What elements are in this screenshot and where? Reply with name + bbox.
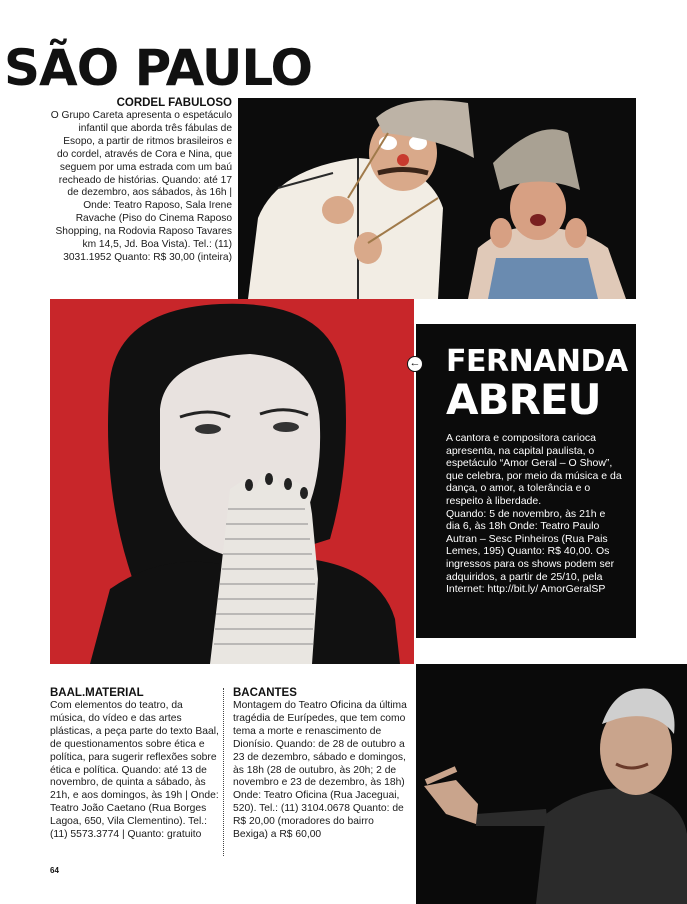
page-number: 64: [50, 866, 59, 875]
arrow-left-icon: ←: [407, 356, 423, 372]
cordel-clowns-photo: [238, 98, 636, 299]
baal-article: [50, 686, 220, 842]
column-divider: [223, 688, 224, 856]
cordel-heading: CORDEL FABULOSO: [116, 97, 232, 109]
fernanda-abreu-feature: [416, 324, 636, 638]
baal-body: Com elementos do teatro, da música, do vídeo e das artes plásticas, a peça parte do texto Baal, de questionamentos sobre ética e política, para sugerir reflexões sobre ética e política. Quando: até 13 de novembro, de quinta a sábado, às 21h, e aos domingos, às 19h | Onde: Teatro João Caetano (Rua Borges Lagoa, 650, Vila Clementino). Tel.: (11) 5573.3774 | Quanto: gratuito: [50, 700, 219, 841]
bacantes-article: [233, 686, 411, 842]
cordel-article: [50, 96, 232, 265]
baal-heading: BAAL.MATERIAL: [50, 687, 144, 699]
bacantes-heading: BACANTES: [233, 687, 297, 699]
bacantes-actor-photo: [416, 664, 687, 904]
page-title: SÃO PAULO: [4, 39, 313, 97]
feature-event-info: Quando: 5 de novembro, às 21h e dia 6, às 18h Onde: Teatro Paulo Autran – Sesc Pinheiros (Rua Pais Lemes, 195) Quanto: R$ 40,00. Os ingressos para os shows podem ser adquiridos, a partir de 25/10, pela Internet: http://bit.ly/ AmorGeralSP: [446, 507, 615, 596]
fernanda-abreu-portrait: [50, 299, 414, 664]
feature-name-first: FERNANDA: [446, 344, 628, 379]
feature-description: A cantora e compositora carioca apresenta, na capital paulista, o espetáculo “Amor Geral – O Show”, que celebra, por meio da música e da dança, o amor, a tolerância e o respeito à liberdade.: [446, 432, 622, 507]
feature-name-last: ABREU: [446, 375, 601, 424]
cordel-body: O Grupo Careta apresenta o espetáculo infantil que aborda três fábulas de Esopo, a partir de ritmos brasileiros e do cordel, através de Cora e Nina, que seguem por uma estrada com um baú recheado de histórias. Quando: até 17 de dezembro, aos sábados, às 16h | Onde: Teatro Raposo, Sala Irene Ravache (Piso do Cinema Raposo Shopping, na Rodovia Raposo Tavares km 14,5, Jd. Boa Vista). Tel.: (11) 3031.1952 Quanto: R$ 30,00 (inteira): [50, 110, 232, 263]
bacantes-body: Montagem do Teatro Oficina da última tragédia de Eurípedes, que tem como tema a morte e renascimento de Dionísio. Quando: de 28 de outubro a 23 de dezembro, sábado e domingos, às 18h (28 de outubro, às 20h; 2 de novembro e 23 de dezembro, às 18h) Onde: Teatro Oficina (Rua Jaceguai, 520). Tel.: (11) 3104.0678 Quanto: de R$ 20,00 (moradores do bairro Bexiga) a R$ 60,00: [233, 700, 407, 841]
